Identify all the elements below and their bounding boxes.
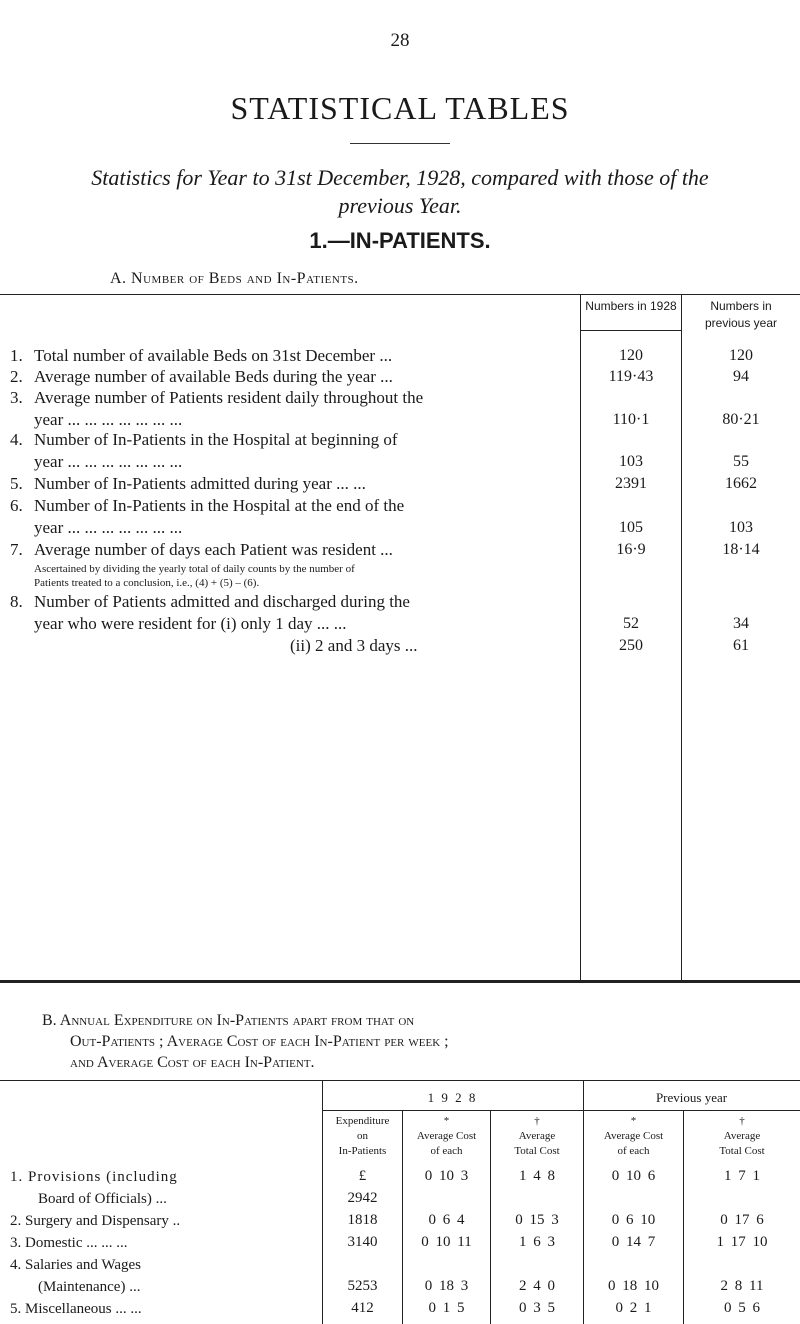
table-b-row-5-label: 5. Miscellaneous ... ... <box>10 1301 142 1317</box>
table-b-row-4-label: 4. Salaries and Wages <box>10 1257 141 1273</box>
table-b-row-2-avg-week-prev: 0 6 10 <box>611 1212 656 1228</box>
table-a-row-7-prev: 18·14 <box>722 541 760 558</box>
title-divider <box>350 143 450 144</box>
table-b-row-2-label: 2. Surgery and Dispensary .. <box>10 1213 181 1229</box>
head-line: Expenditure <box>335 1115 390 1127</box>
head-line: Average <box>723 1130 761 1142</box>
row-label-cont: year ... ... ... ... ... ... ... <box>34 518 183 537</box>
table-b-head-avg-total-prev <box>684 1114 800 1159</box>
section-heading-in-patients: 1.—IN-PATIENTS. <box>309 228 491 253</box>
table-b-row-1-label: 1. Provisions (including <box>10 1169 178 1185</box>
head-line: * <box>630 1115 637 1127</box>
table-a-row-2-1928: 119·43 <box>608 368 654 385</box>
row-number: 4. <box>10 430 23 449</box>
table-a-row-2-prev: 94 <box>733 368 749 385</box>
row-label-cont: year ... ... ... ... ... ... ... <box>34 452 183 471</box>
table-a-row-3-1928: 110·1 <box>612 411 650 428</box>
subtitle-line-1: Statistics for Year to 31st December, 1928, compared with those of the <box>91 165 709 190</box>
row-label: Average number of Patients resident daily throughout the <box>34 388 424 407</box>
table-b-row-4-avg-total-1928: 2 4 0 <box>519 1278 555 1294</box>
table-a-row-8-ii-prev: 61 <box>733 637 749 654</box>
table-a-row-5-1928: 2391 <box>615 475 647 492</box>
table-a-col-1928 <box>584 298 678 315</box>
table-b-row-4-expenditure: 5253 <box>347 1278 378 1294</box>
head-line: of each <box>430 1145 463 1157</box>
table-b-row-2-avg-total-1928: 0 15 3 <box>515 1212 559 1228</box>
table-b-row-5-avg-total-prev: 0 5 6 <box>724 1300 760 1316</box>
table-b-row-2-expenditure: 1818 <box>347 1212 378 1228</box>
section-b-line-2: Out-Patients ; Average Cost of each In-Patient per week ; <box>70 1033 449 1050</box>
row-number: 6. <box>10 496 23 515</box>
head-line: Average Cost <box>603 1130 664 1142</box>
table-b-row-5-expenditure: 412 <box>351 1300 374 1316</box>
table-a-row-1-1928: 120 <box>619 347 643 364</box>
table-a-row-6-prev: 103 <box>729 519 753 536</box>
row-label: Number of In-Patients admitted during year ... ... <box>34 474 366 493</box>
table-a-row-8-ii-1928: 250 <box>619 637 643 654</box>
head-line: † <box>739 1115 745 1127</box>
table-b-row-3-avg-week-prev: 0 14 7 <box>611 1234 656 1250</box>
table-a-top-rule <box>0 294 800 295</box>
subtitle <box>40 164 760 220</box>
table-b-group-previous: Previous year <box>655 1090 728 1105</box>
head-line: In-Patients <box>338 1145 387 1157</box>
subtitle-line-2: previous Year. <box>338 193 462 218</box>
table-a-col-1928-label: Numbers in 1928 <box>585 299 677 313</box>
table-b-row-1-avg-week-1928: 0 10 3 <box>424 1168 469 1184</box>
section-heading-a: A. Number of Beds and In-Patients. <box>110 270 359 287</box>
note-line-2: Patients treated to a conclusion, i.e., (4) + (5) – (6). <box>34 577 260 589</box>
row-number: 8. <box>10 592 23 611</box>
table-a-row-6-1928: 105 <box>619 519 643 536</box>
table-a-col-previous-label: Numbers in previous year <box>704 299 778 330</box>
head-line: on <box>357 1130 368 1142</box>
row-number: 1. <box>10 346 23 365</box>
table-b-row-3-avg-total-prev: 1 17 10 <box>716 1234 768 1250</box>
table-a-row-8-1928: 52 <box>623 615 639 632</box>
table-b-row-5-avg-total-1928: 0 3 5 <box>519 1300 555 1316</box>
table-a-row-7-1928: 16·9 <box>616 541 646 558</box>
table-b-row-2-avg-total-prev: 0 17 6 <box>720 1212 764 1228</box>
table-b-row-3-avg-total-1928: 1 6 3 <box>519 1234 555 1250</box>
table-b-row-4-avg-week-prev: 0 18 10 <box>608 1278 659 1294</box>
row-number: 7. <box>10 540 23 559</box>
table-b-row-2-avg-week-1928: 0 6 4 <box>428 1212 465 1228</box>
table-a-bottom-rule <box>0 980 800 983</box>
table-b-top-rule <box>0 1080 800 1081</box>
head-line: † <box>534 1115 540 1127</box>
table-b-group-rule <box>322 1110 800 1111</box>
row-label: Number of Patients admitted and discharged during the <box>34 592 410 611</box>
table-a-row-1-prev: 120 <box>729 347 753 364</box>
table-a-divider-right <box>681 294 682 980</box>
row-label-cont: year who were resident for (i) only 1 day ... ... <box>34 614 347 633</box>
table-b-row-3-expenditure: 3140 <box>347 1234 378 1250</box>
table-b-row-3-label: 3. Domestic ... ... ... <box>10 1235 128 1251</box>
table-a-row-8-prev: 34 <box>733 615 749 632</box>
table-b-row-5-avg-week-1928: 0 1 5 <box>428 1300 465 1316</box>
head-line: Total Cost <box>514 1145 560 1157</box>
table-a-row-7-note <box>34 562 574 590</box>
row-label: Number of In-Patients in the Hospital at beginning of <box>34 430 398 449</box>
row-number: 5. <box>10 474 23 493</box>
row-label: Average number of days each Patient was resident ... <box>34 540 393 559</box>
table-a-col-previous <box>686 298 796 332</box>
section-b-line-1: B. Annual Expenditure on In-Patients apart from that on <box>42 1012 415 1029</box>
head-line: Average Cost <box>416 1130 477 1142</box>
row-number: 3. <box>10 388 23 407</box>
table-a-row-3-prev: 80·21 <box>722 411 760 428</box>
head-line: of each <box>617 1145 650 1157</box>
table-a-divider-left <box>580 294 581 980</box>
table-b-unit-pounds: £ <box>358 1168 367 1184</box>
table-b-row-3-avg-week-1928: 0 10 11 <box>421 1234 472 1250</box>
section-heading-b <box>42 1010 782 1073</box>
table-b-row-1-expenditure: 2942 <box>347 1190 378 1206</box>
row-label: Total number of available Beds on 31st December ... <box>34 346 393 365</box>
head-line: * <box>443 1115 450 1127</box>
table-a-row-5-prev: 1662 <box>725 475 757 492</box>
table-b-row-4-avg-total-prev: 2 8 11 <box>720 1278 764 1294</box>
table-b-head-avg-total-1928 <box>491 1114 583 1159</box>
section-b-line-3: and Average Cost of each In-Patient. <box>70 1054 315 1071</box>
table-a-header-rule <box>580 330 682 331</box>
table-b-row-5-avg-week-prev: 0 2 1 <box>615 1300 652 1316</box>
head-line: Average <box>518 1130 556 1142</box>
table-b-row-1-avg-total-1928: 1 4 8 <box>519 1168 555 1184</box>
table-b-row-4-avg-week-1928: 0 18 3 <box>424 1278 469 1294</box>
table-b-head-avg-week-1928 <box>403 1114 490 1159</box>
table-a-row-4-prev: 55 <box>733 453 749 470</box>
table-b-row-4-label-cont: (Maintenance) ... <box>38 1279 141 1295</box>
table-a-row-4-1928: 103 <box>619 453 643 470</box>
page-title: STATISTICAL TABLES <box>230 90 570 126</box>
page-number: 28 <box>390 30 410 51</box>
table-b-group-1928: 1 9 2 8 <box>427 1090 478 1105</box>
row-label: Average number of available Beds during the year ... <box>34 367 393 386</box>
row-label: Number of In-Patients in the Hospital at the end of the <box>34 496 405 515</box>
head-line: Total Cost <box>719 1145 765 1157</box>
row-number: 2. <box>10 367 23 386</box>
row-label-cont: year ... ... ... ... ... ... ... <box>34 410 183 429</box>
table-b-row-1-avg-total-prev: 1 7 1 <box>724 1168 760 1184</box>
table-b-head-avg-week-prev <box>584 1114 683 1159</box>
note-line-1: Ascertained by dividing the yearly total of daily counts by the number of <box>34 563 355 575</box>
table-a-row-8-ii: (ii) 2 and 3 days ... <box>290 636 418 655</box>
table-b-row-1-label-cont: Board of Officials) ... <box>38 1191 167 1207</box>
table-b-head-expenditure <box>323 1114 402 1159</box>
table-b-row-1-avg-week-prev: 0 10 6 <box>611 1168 656 1184</box>
